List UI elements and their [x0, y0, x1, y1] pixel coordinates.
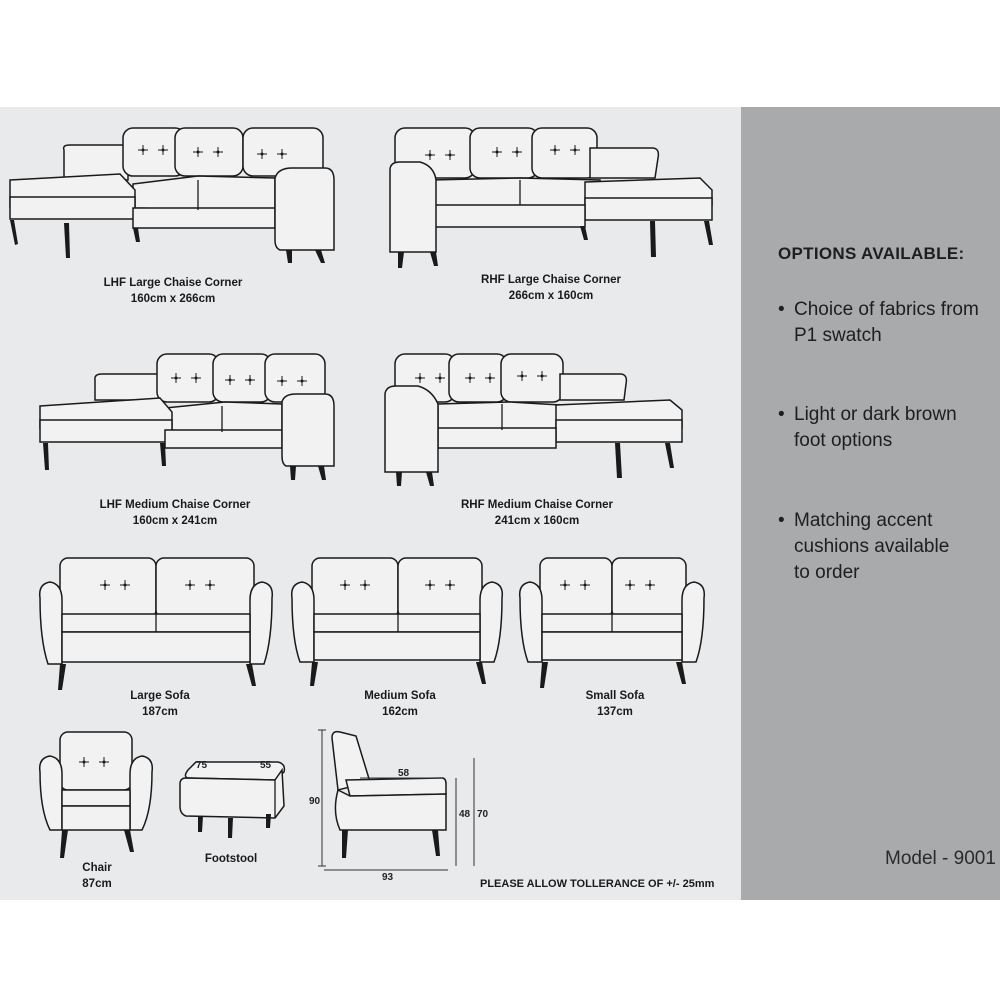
chair-drawing [40, 732, 153, 858]
bullet-icon: • [778, 510, 785, 531]
lhf-large-chaise-drawing [10, 128, 334, 263]
profile-depth-label: 93 [382, 872, 394, 883]
caption-medium-sofa: Medium Sofa 162cm [364, 690, 436, 718]
bullet-icon: • [778, 299, 785, 320]
footstool-drawing [180, 762, 284, 838]
tolerance-note: PLEASE ALLOW TOLLERANCE OF +/- 25mm [480, 878, 715, 890]
profile-seat-height-label: 48 [459, 809, 471, 820]
caption-footstool: Footstool [204, 853, 258, 865]
caption-rhf-large: RHF Large Chaise Corner 266cm x 160cm [481, 274, 621, 302]
caption-rhf-medium: RHF Medium Chaise Corner 241cm x 160cm [460, 499, 614, 527]
medium-sofa-drawing [292, 558, 503, 686]
bullet-icon: • [778, 404, 785, 425]
options-title: OPTIONS AVAILABLE: [778, 244, 965, 263]
caption-large-sofa: Large Sofa 187cm [130, 690, 190, 718]
option-item-foot: • Light or dark brown foot options [778, 404, 957, 451]
side-profile-drawing [318, 730, 474, 870]
rhf-large-chaise-drawing [390, 128, 713, 268]
profile-arm-height-label: 70 [477, 809, 489, 820]
small-sofa-drawing [520, 558, 705, 688]
footstool-dim-left: 75 [196, 760, 208, 771]
caption-lhf-medium: LHF Medium Chaise Corner 160cm x 241cm [99, 499, 251, 527]
option-item-cushions: • Matching accent cushions available to order [778, 510, 950, 583]
option-item-fabrics: • Choice of fabrics from P1 swatch [778, 299, 979, 346]
profile-seat-depth-label: 58 [398, 768, 410, 779]
rhf-medium-chaise-drawing [385, 354, 682, 486]
lhf-medium-chaise-drawing [40, 354, 334, 480]
caption-chair: Chair 87cm [82, 862, 112, 890]
footstool-dim-right: 55 [260, 760, 272, 771]
caption-lhf-large: LHF Large Chaise Corner 160cm x 266cm [103, 277, 243, 305]
caption-small-sofa: Small Sofa 137cm [585, 690, 645, 718]
large-sofa-drawing [40, 558, 273, 690]
profile-height-label: 90 [309, 796, 321, 807]
model-number: Model - 9001 [885, 848, 996, 869]
